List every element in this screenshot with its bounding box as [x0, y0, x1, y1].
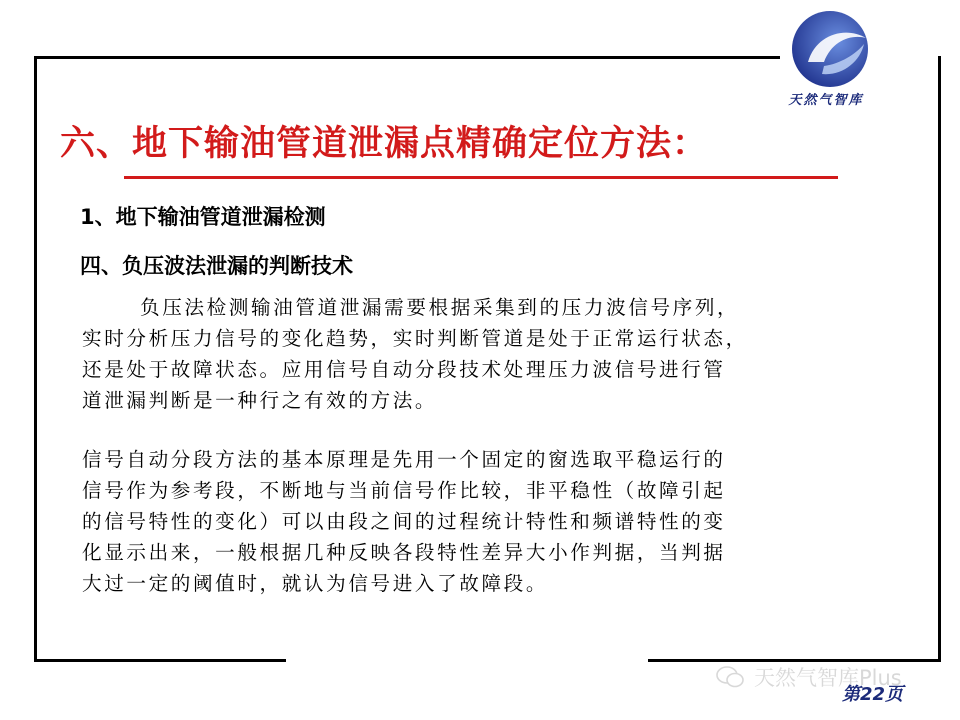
- section-heading: 1、地下输油管道泄漏检测: [80, 205, 326, 229]
- brand-name: 天然气智库: [788, 93, 864, 108]
- title-underline: [124, 176, 838, 179]
- paragraph-line: 负压法检测输油管道泄漏需要根据采集到的压力波信号序列，: [140, 296, 740, 319]
- paragraph-2: [82, 444, 882, 599]
- paragraph-line: 信号自动分段方法的基本原理是先用一个固定的窗选取平稳运行的: [82, 448, 726, 471]
- paragraph-line: 实时分析压力信号的变化趋势，实时判断管道是处于正常运行状态，: [82, 327, 748, 350]
- watermark-text: 天然气智库Plus: [754, 666, 902, 690]
- paragraph-line: 道泄漏判断是一种行之有效的方法。: [82, 389, 438, 412]
- page-number: 第22页: [842, 684, 904, 705]
- subsection-heading: 四、负压波法泄漏的判断技术: [80, 254, 353, 278]
- slide-title: 六、地下输油管道泄漏点精确定位方法：: [60, 124, 709, 164]
- paragraph-line: 的信号特性的变化）可以由段之间的过程统计特性和频谱特性的变: [82, 510, 726, 533]
- frame-top-border: [34, 56, 780, 59]
- paragraph-line: 还是处于故障状态。应用信号自动分段技术处理压力波信号进行管: [82, 358, 726, 381]
- paragraph-line: 大过一定的阈值时，就认为信号进入了故障段。: [82, 572, 549, 595]
- wechat-icon: [716, 666, 744, 688]
- paragraph-1: [82, 292, 882, 416]
- frame-bottom-border-left: [34, 659, 286, 662]
- paragraph-line: 化显示出来，一般根据几种反映各段特性差异大小作判据，当判据: [82, 541, 726, 564]
- paragraph-line: 信号作为参考段，不断地与当前信号作比较，非平稳性（故障引起: [82, 479, 726, 502]
